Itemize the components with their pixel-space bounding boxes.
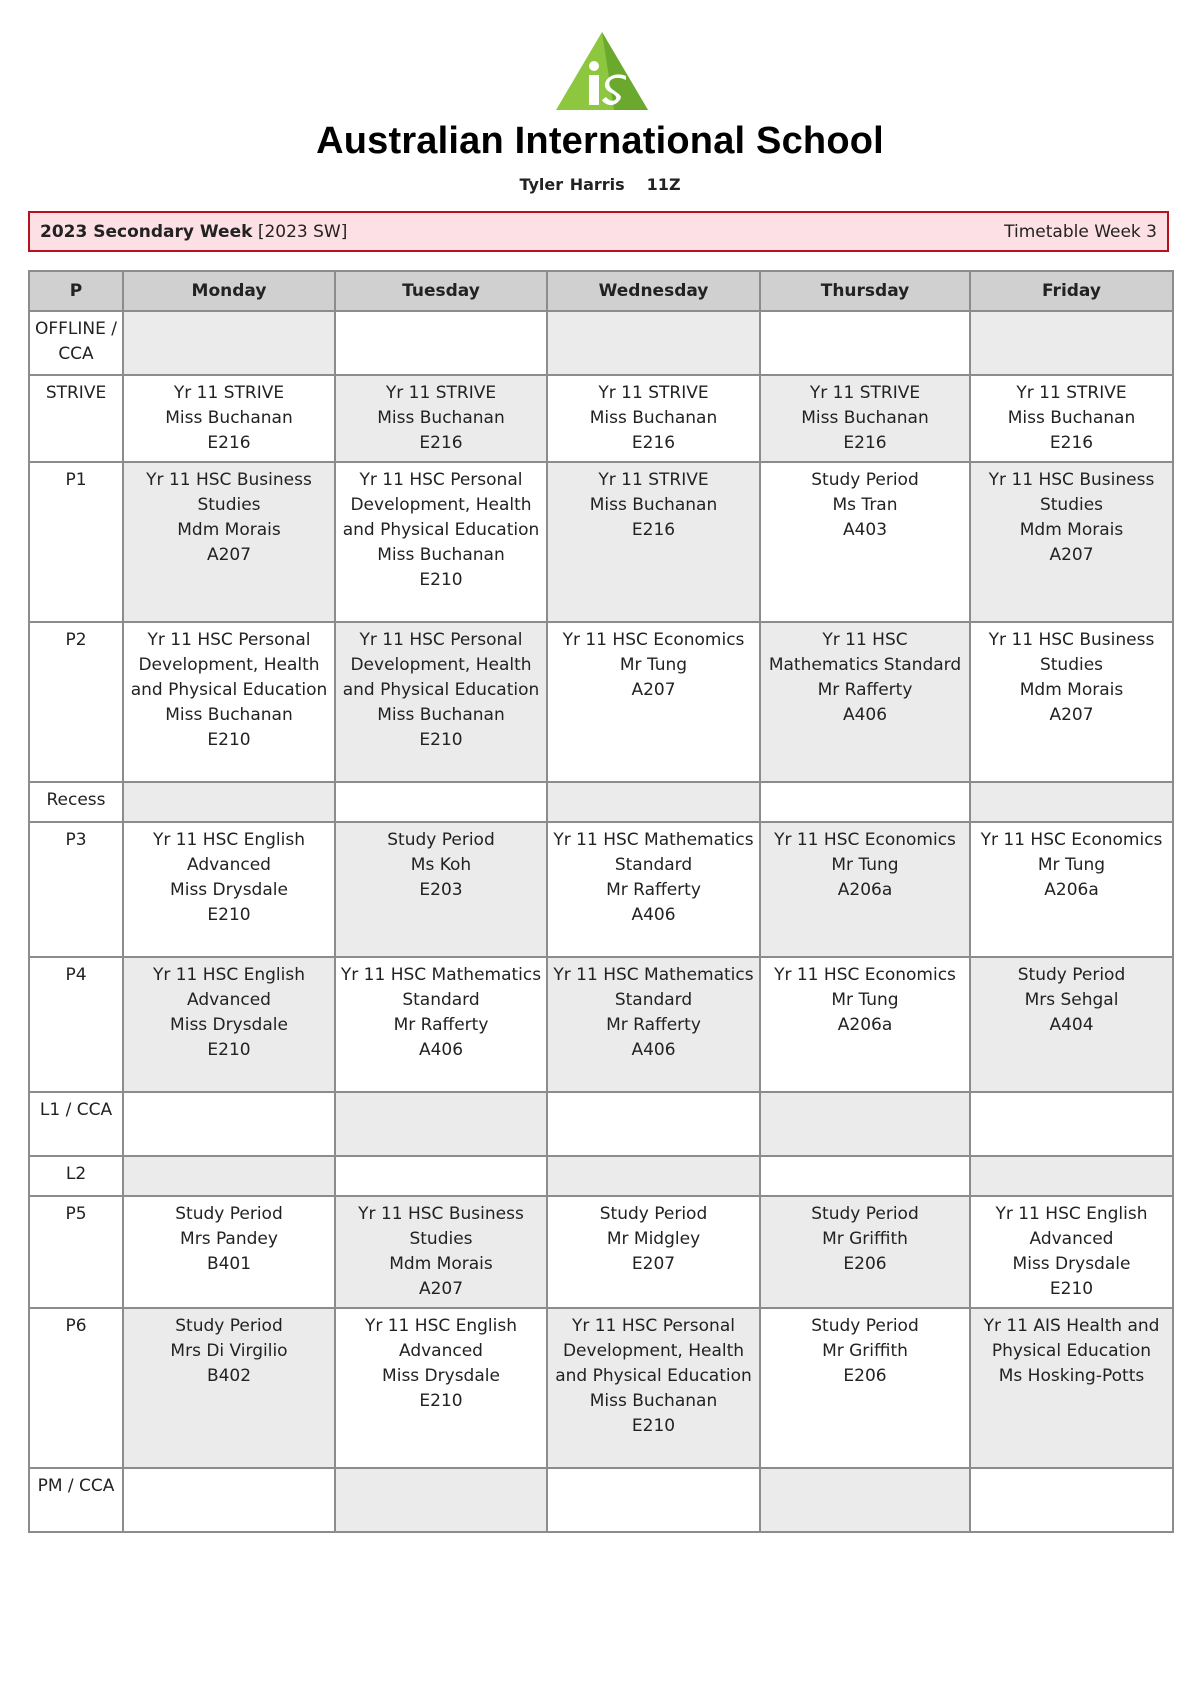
lesson-teacher: Miss Buchanan xyxy=(377,408,505,428)
lesson-cell xyxy=(760,622,970,782)
lesson-teacher: Mr Rafferty xyxy=(606,1015,701,1035)
lesson-subject: Yr 11 HSC Mathematics Standard xyxy=(340,965,542,1010)
lesson-cell xyxy=(547,1308,760,1468)
header-period: P xyxy=(29,271,123,311)
lesson-room: A403 xyxy=(842,520,888,540)
lesson-room: E216 xyxy=(207,433,251,453)
empty-cell xyxy=(547,311,760,375)
lesson-subject: Yr 11 HSC Business Studies xyxy=(358,1204,524,1249)
empty-cell xyxy=(123,311,335,375)
lesson-subject: Yr 11 STRIVE xyxy=(809,383,921,403)
lesson-teacher: Miss Drysdale xyxy=(382,1366,500,1386)
lesson-teacher: Miss Buchanan xyxy=(165,408,293,428)
lesson-teacher: Mr Midgley xyxy=(606,1229,701,1249)
lesson-cell xyxy=(547,462,760,622)
empty-cell xyxy=(760,1468,970,1532)
lesson-subject: Yr 11 HSC Personal Development, Health and Physical Education xyxy=(555,1316,752,1386)
lesson-room: A207 xyxy=(418,1279,464,1299)
lesson-subject: Yr 11 HSC English Advanced xyxy=(995,1204,1148,1249)
lesson-subject: Yr 11 STRIVE xyxy=(1016,383,1127,403)
lesson-teacher: Mrs Di Virgilio xyxy=(170,1341,288,1361)
lesson-subject: Yr 11 HSC English Advanced xyxy=(152,830,306,875)
lesson-subject: Yr 11 HSC English Advanced xyxy=(364,1316,518,1361)
timetable-row xyxy=(29,1196,1173,1308)
lesson-cell xyxy=(335,1308,547,1468)
lesson-cell xyxy=(123,375,335,462)
timetable-row xyxy=(29,311,1173,375)
lesson-cell xyxy=(970,622,1173,782)
lesson-room: E207 xyxy=(631,1254,676,1274)
lesson-teacher: Mdm Morais xyxy=(177,520,281,540)
lesson-room: E210 xyxy=(419,730,463,750)
lesson-subject: Study Period xyxy=(387,830,495,850)
empty-cell xyxy=(123,1092,335,1156)
lesson-room: A404 xyxy=(1049,1015,1094,1035)
period-label: P4 xyxy=(29,957,123,1092)
lesson-teacher: Miss Drysdale xyxy=(170,1015,288,1035)
empty-cell xyxy=(547,782,760,822)
lesson-teacher: Mrs Sehgal xyxy=(1024,990,1119,1010)
lesson-cell xyxy=(547,957,760,1092)
lesson-cell xyxy=(970,375,1173,462)
lesson-room: E216 xyxy=(631,520,676,540)
empty-cell xyxy=(547,1156,760,1196)
lesson-room: A206a xyxy=(1044,880,1099,900)
lesson-teacher: Mr Tung xyxy=(831,855,899,875)
lesson-teacher: Miss Buchanan xyxy=(165,705,293,725)
lesson-subject: Yr 11 HSC Economics xyxy=(774,965,956,985)
lesson-teacher: Miss Buchanan xyxy=(1007,408,1136,428)
student-info xyxy=(0,175,1200,194)
period-label: P3 xyxy=(29,822,123,957)
lesson-teacher: Miss Buchanan xyxy=(589,495,718,515)
lesson-room: E216 xyxy=(1049,433,1094,453)
lesson-teacher: Ms Hosking-Potts xyxy=(998,1366,1145,1386)
lesson-cell xyxy=(760,957,970,1092)
header-wednesday: Wednesday xyxy=(547,271,760,311)
lesson-teacher: Miss Buchanan xyxy=(801,408,929,428)
lesson-cell xyxy=(123,822,335,957)
timetable-row xyxy=(29,1156,1173,1196)
lesson-teacher: Mrs Pandey xyxy=(180,1229,278,1249)
lesson-cell xyxy=(123,1196,335,1308)
lesson-subject: Study Period xyxy=(175,1316,283,1336)
empty-cell xyxy=(335,1092,547,1156)
lesson-cell xyxy=(760,1196,970,1308)
empty-cell xyxy=(760,1092,970,1156)
lesson-cell xyxy=(123,1308,335,1468)
lesson-cell xyxy=(335,622,547,782)
lesson-subject: Yr 11 HSC Mathematics Standard xyxy=(553,965,754,1010)
lesson-cell xyxy=(123,957,335,1092)
lesson-room: E206 xyxy=(843,1366,887,1386)
timetable-row xyxy=(29,622,1173,782)
lesson-subject: Study Period xyxy=(811,470,919,490)
lesson-subject: Yr 11 STRIVE xyxy=(385,383,497,403)
lesson-cell xyxy=(970,957,1173,1092)
lesson-subject: Study Period xyxy=(175,1204,283,1224)
empty-cell xyxy=(547,1092,760,1156)
lesson-teacher: Mdm Morais xyxy=(1019,680,1124,700)
header-friday: Friday xyxy=(970,271,1173,311)
student-name: Tyler Harris xyxy=(519,175,625,194)
lesson-subject: Yr 11 HSC Mathematics Standard xyxy=(553,830,754,875)
week-title: 2023 Secondary Week xyxy=(40,221,253,242)
lesson-room: A207 xyxy=(206,545,252,565)
empty-cell xyxy=(970,1468,1173,1532)
lesson-cell xyxy=(760,462,970,622)
timetable-row xyxy=(29,957,1173,1092)
lesson-room: A406 xyxy=(418,1040,464,1060)
period-label: P1 xyxy=(29,462,123,622)
lesson-room: E210 xyxy=(207,905,251,925)
timetable-row xyxy=(29,462,1173,622)
lesson-cell xyxy=(760,375,970,462)
lesson-room: A406 xyxy=(631,905,676,925)
header-tuesday: Tuesday xyxy=(335,271,547,311)
lesson-subject: Yr 11 HSC Mathematics Standard xyxy=(768,630,962,675)
lesson-room: A207 xyxy=(631,680,676,700)
lesson-subject: Study Period xyxy=(599,1204,708,1224)
lesson-room: A206a xyxy=(837,1015,893,1035)
lesson-subject: Yr 11 HSC Economics xyxy=(562,630,745,650)
lesson-cell xyxy=(335,1196,547,1308)
lesson-teacher: Mr Rafferty xyxy=(817,680,913,700)
empty-cell xyxy=(335,1468,547,1532)
lesson-cell xyxy=(123,622,335,782)
empty-cell xyxy=(970,1092,1173,1156)
period-label: P5 xyxy=(29,1196,123,1308)
empty-cell xyxy=(970,782,1173,822)
lesson-room: A406 xyxy=(631,1040,676,1060)
lesson-teacher: Mr Rafferty xyxy=(606,880,701,900)
lesson-cell xyxy=(547,622,760,782)
empty-cell xyxy=(123,1468,335,1532)
timetable-row xyxy=(29,1308,1173,1468)
lesson-cell xyxy=(970,1308,1173,1468)
timetable-grid xyxy=(28,270,1174,1533)
timetable-week: Timetable Week 3 xyxy=(1004,221,1157,242)
lesson-room: E216 xyxy=(419,433,463,453)
lesson-teacher: Miss Drysdale xyxy=(1012,1254,1131,1274)
lesson-room: E206 xyxy=(843,1254,887,1274)
timetable-row xyxy=(29,1092,1173,1156)
timetable-row xyxy=(29,782,1173,822)
lesson-room: A206a xyxy=(837,880,893,900)
week-code: [2023 SW] xyxy=(257,221,348,242)
lesson-teacher: Miss Buchanan xyxy=(589,1391,718,1411)
lesson-subject: Yr 11 STRIVE xyxy=(598,383,709,403)
lesson-subject: Yr 11 HSC Business Studies xyxy=(988,470,1155,515)
lesson-teacher: Miss Buchanan xyxy=(589,408,718,428)
school-name: Australian International School xyxy=(316,120,884,162)
empty-cell xyxy=(547,1468,760,1532)
lesson-subject: Study Period xyxy=(811,1316,919,1336)
lesson-room: E210 xyxy=(207,1040,251,1060)
lesson-subject: Yr 11 HSC Personal Development, Health and Physical Education xyxy=(342,470,540,540)
header-thursday: Thursday xyxy=(760,271,970,311)
period-label: P6 xyxy=(29,1308,123,1468)
lesson-teacher: Mdm Morais xyxy=(389,1254,493,1274)
lesson-room: A406 xyxy=(842,705,888,725)
lesson-subject: Yr 11 HSC Economics xyxy=(774,830,956,850)
lesson-subject: Yr 11 HSC Personal Development, Health and Physical Education xyxy=(342,630,540,700)
lesson-cell xyxy=(335,957,547,1092)
empty-cell xyxy=(760,311,970,375)
lesson-subject: Yr 11 HSC English Advanced xyxy=(152,965,306,1010)
lesson-cell xyxy=(970,822,1173,957)
lesson-cell xyxy=(547,1196,760,1308)
lesson-room: B402 xyxy=(206,1366,252,1386)
lesson-teacher: Mr Tung xyxy=(1037,855,1106,875)
timetable-row xyxy=(29,822,1173,957)
header-row xyxy=(29,271,1173,311)
lesson-subject: Yr 11 HSC Business Studies xyxy=(988,630,1155,675)
lesson-room: E210 xyxy=(1049,1279,1094,1299)
lesson-teacher: Mr Tung xyxy=(619,655,688,675)
lesson-teacher: Mr Griffith xyxy=(822,1341,908,1361)
lesson-teacher: Mr Griffith xyxy=(822,1229,908,1249)
lesson-room: E210 xyxy=(631,1416,676,1436)
lesson-cell xyxy=(335,462,547,622)
lesson-cell xyxy=(335,822,547,957)
period-label: Recess xyxy=(29,782,123,822)
lesson-subject: Study Period xyxy=(1017,965,1126,985)
lesson-subject: Yr 11 STRIVE xyxy=(598,470,709,490)
empty-cell xyxy=(760,782,970,822)
lesson-subject: Yr 11 STRIVE xyxy=(173,383,285,403)
period-label: L2 xyxy=(29,1156,123,1196)
timetable-row xyxy=(29,1468,1173,1532)
student-class: 11Z xyxy=(646,175,681,194)
lesson-room: B401 xyxy=(206,1254,252,1274)
lesson-room: E210 xyxy=(419,1391,463,1411)
empty-cell xyxy=(335,782,547,822)
lesson-teacher: Mr Rafferty xyxy=(393,1015,489,1035)
lesson-teacher: Ms Koh xyxy=(410,855,472,875)
empty-cell xyxy=(970,1156,1173,1196)
lesson-teacher: Mr Tung xyxy=(831,990,899,1010)
empty-cell xyxy=(335,311,547,375)
school-logo-icon xyxy=(554,30,650,114)
period-label: L1 / CCA xyxy=(29,1092,123,1156)
lesson-room: A207 xyxy=(1049,545,1094,565)
lesson-cell xyxy=(335,375,547,462)
lesson-cell xyxy=(123,462,335,622)
lesson-subject: Yr 11 AIS Health and Physical Education xyxy=(983,1316,1160,1361)
lesson-teacher: Miss Buchanan xyxy=(377,705,505,725)
lesson-cell xyxy=(970,1196,1173,1308)
period-label: PM / CCA xyxy=(29,1468,123,1532)
lesson-teacher: Miss Buchanan xyxy=(377,545,505,565)
lesson-room: E203 xyxy=(419,880,463,900)
lesson-room: E210 xyxy=(419,570,463,590)
lesson-subject: Study Period xyxy=(811,1204,919,1224)
header-monday: Monday xyxy=(123,271,335,311)
lesson-subject: Yr 11 HSC Economics xyxy=(980,830,1163,850)
empty-cell xyxy=(970,311,1173,375)
week-title-group xyxy=(40,222,347,242)
lesson-cell xyxy=(760,1308,970,1468)
lesson-cell xyxy=(970,462,1173,622)
lesson-cell xyxy=(547,822,760,957)
lesson-subject: Yr 11 HSC Personal Development, Health and Physical Education xyxy=(130,630,328,700)
lesson-cell xyxy=(547,375,760,462)
lesson-room: E216 xyxy=(631,433,676,453)
lesson-room: E216 xyxy=(843,433,887,453)
empty-cell xyxy=(123,782,335,822)
lesson-cell xyxy=(760,822,970,957)
empty-cell xyxy=(760,1156,970,1196)
period-label: OFFLINE / CCA xyxy=(29,311,123,375)
lesson-teacher: Miss Drysdale xyxy=(170,880,288,900)
lesson-room: E210 xyxy=(207,730,251,750)
period-label: STRIVE xyxy=(29,375,123,462)
lesson-teacher: Mdm Morais xyxy=(1019,520,1124,540)
empty-cell xyxy=(123,1156,335,1196)
lesson-subject: Yr 11 HSC Business Studies xyxy=(146,470,312,515)
lesson-room: A207 xyxy=(1049,705,1094,725)
period-label: P2 xyxy=(29,622,123,782)
week-banner xyxy=(28,211,1169,252)
timetable-row xyxy=(29,375,1173,462)
lesson-teacher: Ms Tran xyxy=(832,495,898,515)
empty-cell xyxy=(335,1156,547,1196)
